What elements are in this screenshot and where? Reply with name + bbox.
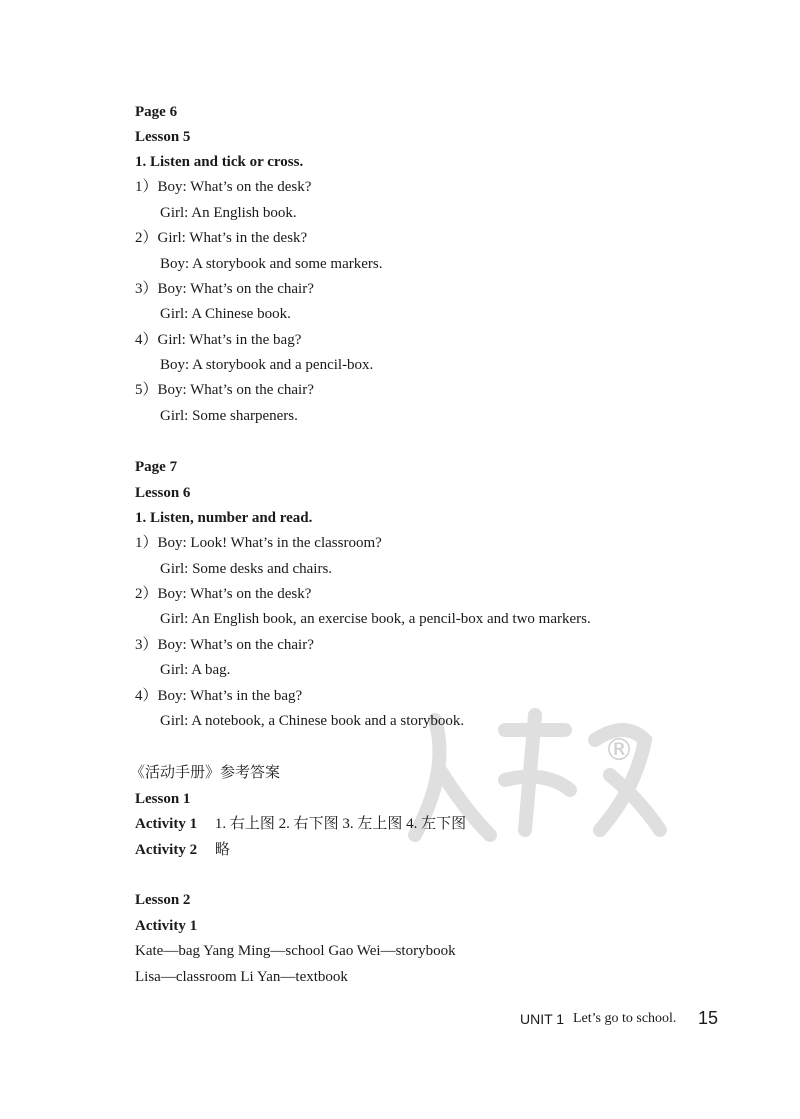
page-6-heading: Page 6 [135,104,178,120]
page-number: 15 [698,1008,719,1028]
dialogue-line: 2）Boy: What’s on the desk? [135,586,312,602]
dialogue-line: Girl: A Chinese book. [160,306,291,322]
dialogue-line: Girl: Some desks and chairs. [160,561,333,577]
page-7-heading: Page 7 [135,459,178,475]
dialogue-line: 5）Boy: What’s on the chair? [135,382,314,398]
activity-1-answers: 1. 右上图 2. 右下图 3. 左上图 4. 左下图 [214,816,467,832]
activity-2-label: Activity 2 [135,842,198,858]
matching-line: Lisa—classroom Li Yan—textbook [135,969,348,985]
dialogue-line: Boy: A storybook and a pencil-box. [160,357,374,373]
activity-1-row [135,815,466,833]
task-listen-number-read: 1. Listen, number and read. [135,510,313,526]
dialogue-line: Girl: A notebook, a Chinese book and a storybook. [160,713,465,729]
lesson-2-activity-1: Activity 1 [135,918,198,934]
footer-unit-title: Let’s go to school. [573,1011,677,1026]
dialogue-line: Girl: A bag. [160,662,231,678]
task-listen-tick-cross: 1. Listen and tick or cross. [135,154,304,170]
lesson-6-heading: Lesson 6 [135,485,191,501]
dialogue-line: 4）Girl: What’s in the bag? [135,332,302,348]
registered-mark: ® [604,733,634,768]
dialogue-line: 2）Girl: What’s in the desk? [135,230,308,246]
answers-lesson-1: Lesson 1 [135,791,191,807]
footer-unit-label: UNIT 1 [520,1011,565,1027]
dialogue-line: 4）Boy: What’s in the bag? [135,688,303,704]
activity-1-label: Activity 1 [135,816,198,832]
activity-2-answer: 略 [214,842,230,858]
answers-lesson-2: Lesson 2 [135,892,191,908]
dialogue-line: 1）Boy: Look! What’s in the classroom? [135,535,382,551]
dialogue-line: Girl: An English book. [160,205,297,221]
dialogue-line: Girl: An English book, an exercise book, a pencil-box and two markers. [160,611,591,627]
lesson-5-heading: Lesson 5 [135,129,191,145]
dialogue-line: Girl: Some sharpeners. [160,408,298,424]
matching-line: Kate—bag Yang Ming—school Gao Wei—storybook [135,943,456,959]
dialogue-line: 1）Boy: What’s on the desk? [135,179,312,195]
dialogue-line: 3）Boy: What’s on the chair? [135,281,314,297]
dialogue-line: Boy: A storybook and some markers. [160,256,383,272]
answers-heading: 《活动手册》参考答案 [130,765,281,781]
dialogue-line: 3）Boy: What’s on the chair? [135,637,314,653]
activity-2-row [135,841,230,859]
